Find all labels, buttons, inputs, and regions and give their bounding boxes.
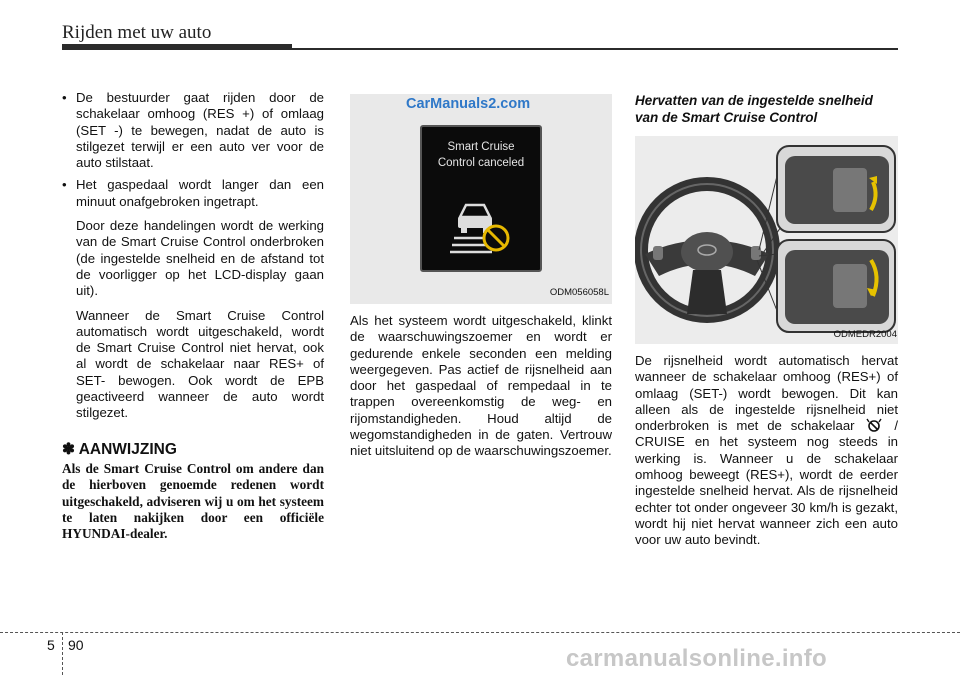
column-middle — [350, 94, 612, 460]
header-title: Rijden met uw auto — [62, 22, 212, 43]
column-right — [635, 93, 898, 549]
steering-wheel-illustration — [635, 136, 898, 344]
figure-steering-wheel — [635, 136, 898, 344]
figure-code: ODMEDR2004 — [833, 328, 897, 340]
figure-lcd-canceled — [350, 94, 612, 304]
paragraph-interrupted: Door deze handelingen wordt de werking van de Smart Cruise Control onderbroken (de ingestelde snelheid en de afstand tot de voorligger op het LCD-display gaan uit). — [76, 218, 324, 299]
lcd-line-2: Control canceled — [437, 157, 525, 169]
paragraph-resume-part-a: De rijsnelheid wordt automatisch hervat wanneer de schakelaar omhoog (RES+) of omlaag (SET-) wordt bewogen. Dit kan alleen als de ingestelde rijsnelheid niet onderbroken is met de schakelaar — [635, 353, 898, 434]
site-watermark: carmanualsonline.info — [566, 645, 828, 672]
watermark-text: CarManuals2.com — [406, 96, 531, 112]
note-body: Als de Smart Cruise Control om andere dan de hierboven genoemde redenen wordt uitgeschakeld, adviseren wij u om het systeem te laten nakijken door een officiële HYUNDAI-dealer. — [62, 460, 324, 542]
header-rule — [62, 48, 898, 50]
bullet-gas-pedal: • Het gaspedaal wordt langer dan een minuut onafgebroken ingetrapt. — [62, 177, 324, 210]
note-title: ✽ AANWIJZING — [62, 440, 177, 458]
paragraph-resume-part-b: / CRUISE en het systeem nog steeds in werking is. Wanneer u de schakelaar omhoog beweegt (RES+), wordt de eerder ingestelde snelheid hervat. Als de rijsnelheid echter tot onder ongeveer 30 km/h is gezakt, wordt hij niet hervat wanneer zich een auto voor uw auto bevindt. — [635, 418, 898, 548]
figure-code: ODM056058L — [549, 286, 609, 298]
page-number: 90 — [68, 637, 84, 653]
paragraph-warning: Als het systeem wordt uitgeschakeld, klinkt de waarschuwingszoemer en wordt er gedurende enkele seconden een melding weergegeven. Pas actief de rijsnelheid aan door het gaspedaal of rempedaal in te trappen overeenkomstig de weg- en rijomstandigheden. Houd altijd de wegomstandigheden in de gaten. Vertrouw niet uitsluitend op de waarschuwingszoemer. — [350, 313, 612, 459]
cruise-canceled-icon — [450, 195, 514, 255]
paragraph-resume — [635, 353, 898, 549]
cruise-switch-icon — [863, 418, 885, 432]
paragraph-auto-off: Wanneer de Smart Cruise Control automatisch wordt uitgeschakeld, wordt de Smart Cruise Control niet hervat, ook al wordt de schakelaar naar RES+ of SET- bewogen. Ook wordt de EPB geactiveerd wanneer de auto wordt stilgezet. — [76, 307, 324, 421]
section-subtitle: Hervatten van de ingestelde snelheid van de Smart Cruise Control — [635, 93, 873, 125]
lcd-line-1: Smart Cruise — [447, 141, 515, 153]
section-number: 5 — [47, 637, 55, 653]
lcd-display — [420, 125, 542, 272]
footer-divider — [62, 632, 63, 675]
footer-rule — [0, 632, 960, 633]
column-left — [62, 90, 324, 542]
bullet-res-set: • De bestuurder gaat rijden door de schakelaar omhoog (RES +) of omlaag (SET -) te bewegen, nadat de auto is stilgezet terwijl er een auto ver voor de auto stilstaat. — [62, 90, 324, 171]
